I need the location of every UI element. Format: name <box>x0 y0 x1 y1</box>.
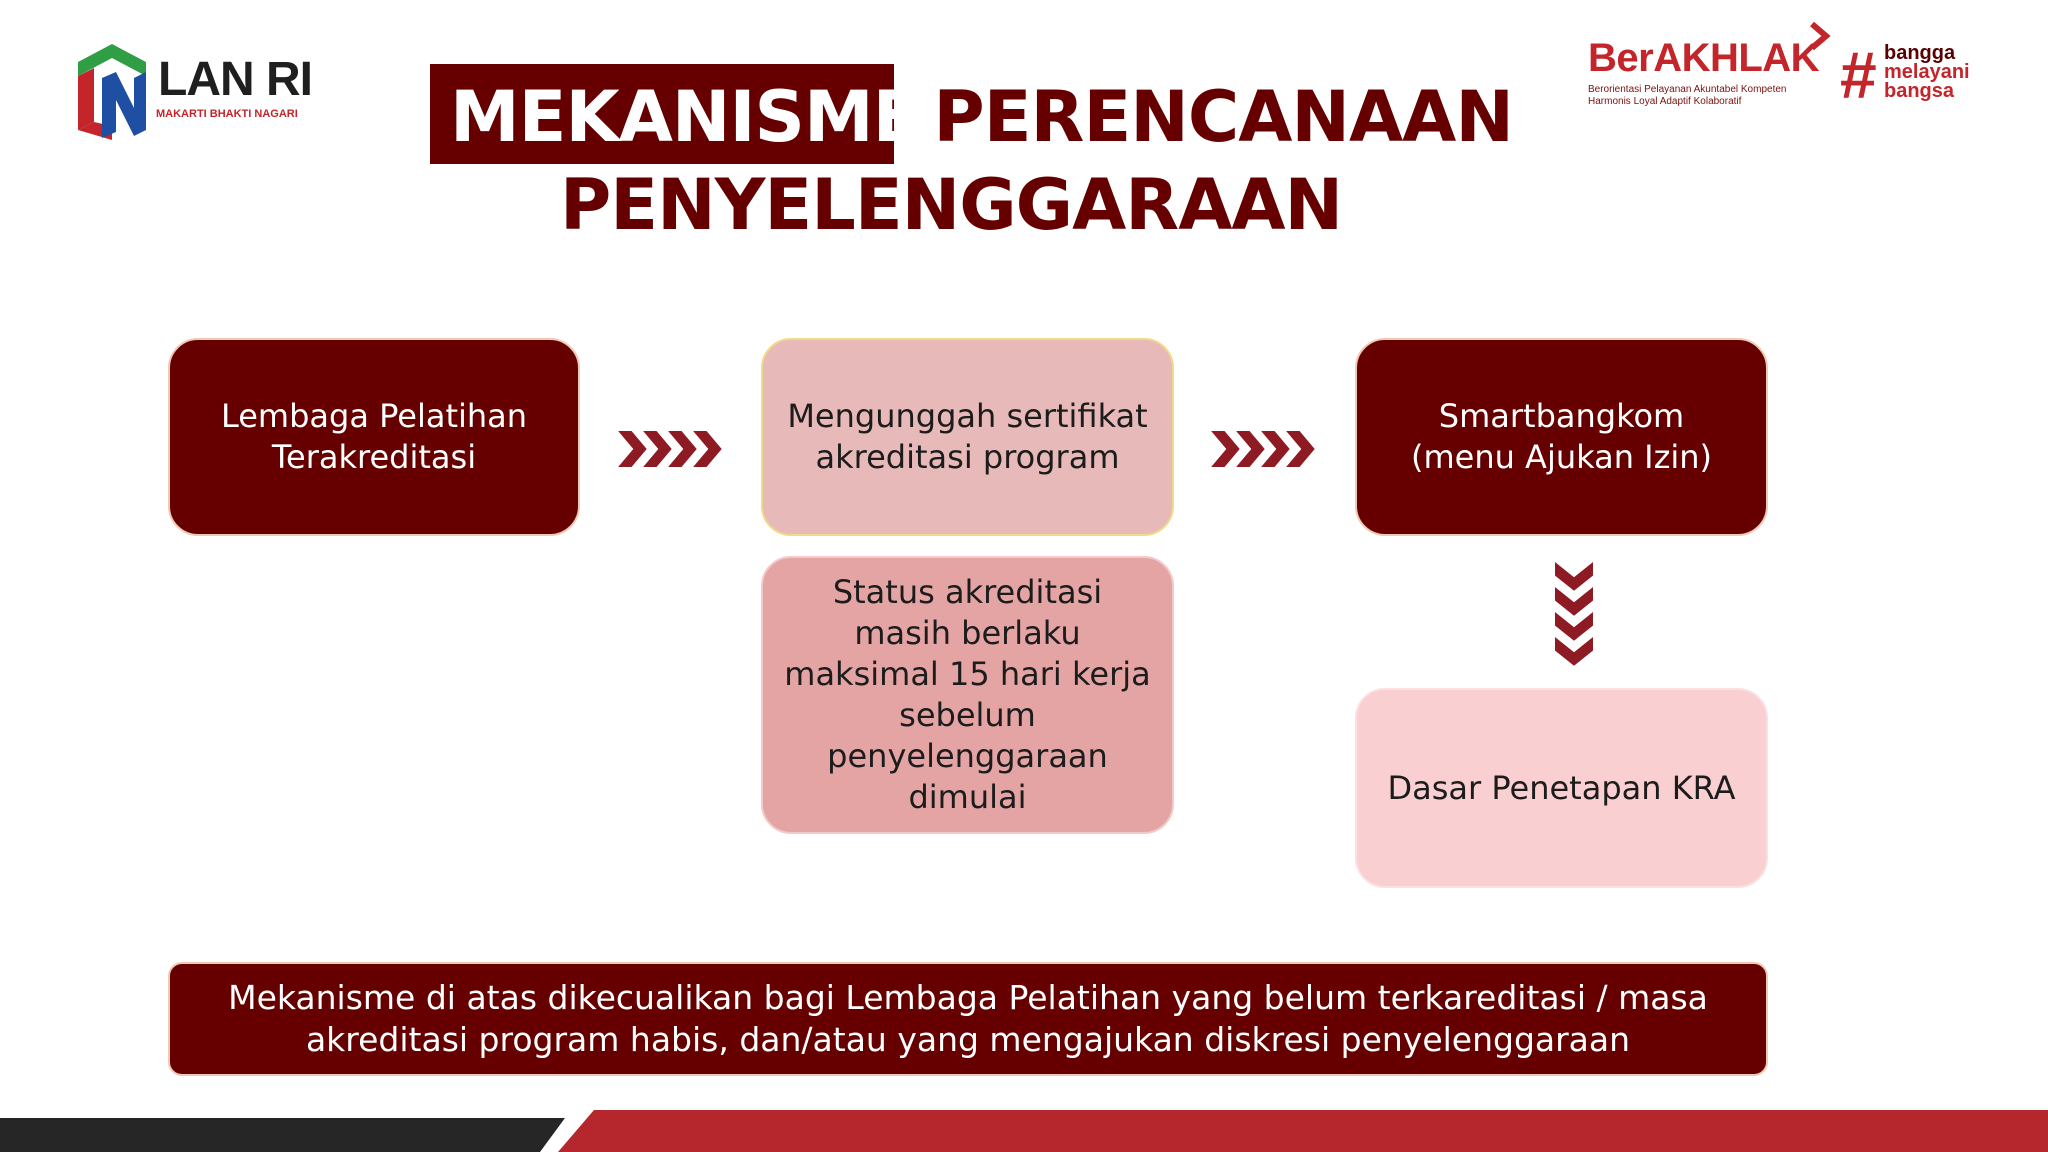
flow-arrow-down-icon <box>1552 558 1596 674</box>
flow-arrow-right-icon <box>614 428 730 470</box>
berakhlak-logo <box>1588 20 1828 120</box>
title-line1-rest: PERENCANAAN <box>933 76 1513 158</box>
lan-ri-tagline: MAKARTI BHAKTI NAGARI <box>156 108 298 120</box>
page-title-line-1 <box>430 70 1513 164</box>
berakhlak-title: BerAKHLAK <box>1588 36 1820 80</box>
footer-stripe <box>0 1110 2048 1152</box>
bangga-word-1: bangga <box>1884 42 1956 64</box>
hashtag-icon: # <box>1840 38 1877 112</box>
bangga-word-2: melayani <box>1884 61 1970 83</box>
box-dasar-penetapan-kra: Dasar Penetapan KRA <box>1355 688 1768 888</box>
exception-note: Mekanisme di atas dikecualikan bagi Lembaga Pelatihan yang belum terkareditasi / masa akreditasi program habis, dan/atau yang mengajukan diskresi penyelenggaraan <box>168 962 1768 1076</box>
title-highlight-word: MEKANISME <box>450 76 920 158</box>
box-status-akreditasi: Status akreditasi masih berlaku maksimal 15 hari kerja sebelum penyelenggaraan dimulai <box>761 556 1174 834</box>
lan-ri-logo <box>72 42 312 142</box>
lan-ri-mark-icon <box>72 42 152 140</box>
bangga-melayani-bangsa-logo <box>1840 40 2000 110</box>
box-lembaga-pelatihan: Lembaga Pelatihan Terakreditasi <box>168 338 580 536</box>
berakhlak-tagline-line2: Harmonis Loyal Adaptif Kolaboratif <box>1588 96 1742 107</box>
box-smartbangkom: Smartbangkom (menu Ajukan Izin) <box>1355 338 1768 536</box>
bangga-word-3: bangsa <box>1884 80 1955 102</box>
page-title-line-2: PENYELENGGARAAN <box>560 164 1343 246</box>
lan-ri-name: LAN RI <box>158 53 312 106</box>
berakhlak-tagline-line1: Berorientasi Pelayanan Akuntabel Kompeten <box>1588 84 1787 95</box>
flow-arrow-right-icon <box>1207 428 1323 470</box>
box-mengunggah-sertifikat: Mengunggah sertifikat akreditasi program <box>761 338 1174 536</box>
berakhlak-tagline <box>1588 84 1828 108</box>
bangga-words <box>1884 44 1970 101</box>
